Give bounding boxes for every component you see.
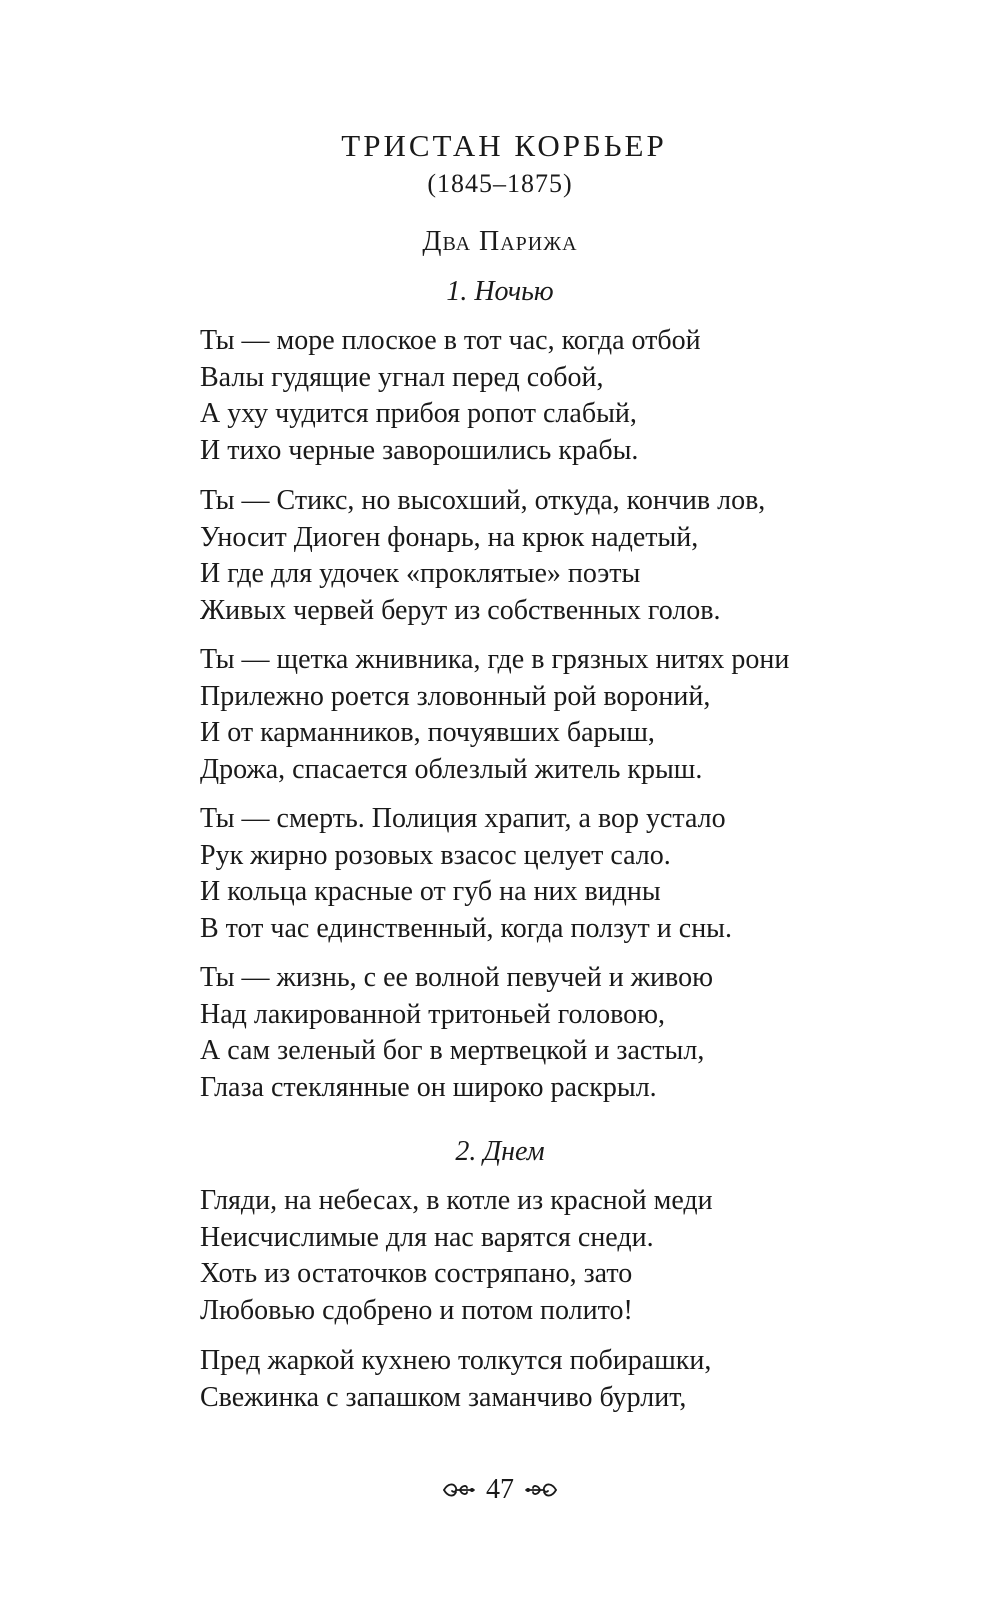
poem-line: Пред жаркой кухнею толкутся побирашки, (200, 1345, 712, 1376)
poem-line: И кольца красные от губ на них видны (200, 876, 661, 907)
section-title-day: 2. Днем (455, 1136, 545, 1167)
poem-line: Любовью сдобрено и потом полито! (200, 1294, 633, 1326)
stanza-1 (200, 323, 980, 469)
poem-line: Ты — жизнь, с ее волной певучей и живою (200, 962, 713, 993)
poem-line: В тот час единственный, когда ползут и сны. (200, 912, 732, 944)
poem-line: И тихо черные заворошились крабы. (200, 434, 639, 466)
author-years: (1845–1875) (427, 169, 573, 198)
stanza-3 (200, 642, 980, 788)
poem-line: Рук жирно розовых взасос целует сало. (200, 839, 671, 871)
poem-line: А уху чудится прибоя ропот слабый, (200, 398, 637, 429)
poem-line: Дрожа, спасается облезлый житель крыш. (200, 753, 703, 785)
fleuron-right-icon (524, 1479, 558, 1501)
poem-line: Ты — Стикс, но высохший, откуда, кончив лов, (200, 485, 766, 516)
poem-line: Свежинка с запашком заманчиво бурлит, (200, 1381, 687, 1413)
fleuron-left-icon (442, 1479, 476, 1501)
page-number: 47 (486, 1474, 514, 1505)
poem-line: Ты — смерть. Полиция храпит, а вор устало (200, 803, 726, 834)
poem-line: Живых червей берут из собственных голов. (200, 594, 721, 626)
poem-line: Ты — щетка жнивника, где в грязных нитях рони (200, 644, 790, 675)
poem-line: Гляди, на небесах, в котле из красной меди (200, 1185, 713, 1216)
poem-line: Валы гудящие угнал перед собой, (200, 361, 604, 393)
poem-line: Хоть из остаточков состряпано, зато (200, 1258, 633, 1289)
poem-line: И где для удочек «проклятые» поэты (200, 558, 641, 589)
page-footer (0, 1474, 1000, 1506)
poem-line: Неисчислимые для нас варятся снеди. (200, 1221, 654, 1253)
stanza-2 (200, 483, 980, 629)
poem-line: Ты — море плоское в тот час, когда отбой (200, 325, 701, 356)
poem-line: Глаза стеклянные он широко раскрыл. (200, 1071, 657, 1103)
stanza-4 (200, 801, 980, 947)
poem-line: Над лакированной тритоньей головою, (200, 998, 666, 1030)
stanza-5 (200, 960, 980, 1106)
poem-title: Два Парижа (422, 226, 578, 257)
author-name: ТРИСТАН КОРБЬЕР (341, 128, 667, 163)
poem-line: И от карманников, почуявших барыш, (200, 717, 655, 748)
stanza-6 (200, 1183, 980, 1329)
stanza-7 (200, 1343, 980, 1416)
poem-line: Прилежно роется зловонный рой вороний, (200, 680, 711, 712)
poem-line: А сам зеленый бог в мертвецкой и застыл, (200, 1035, 705, 1066)
poem-line: Уносит Диоген фонарь, на крюк надетый, (200, 521, 699, 553)
section-title-night: 1. Ночью (446, 276, 554, 307)
